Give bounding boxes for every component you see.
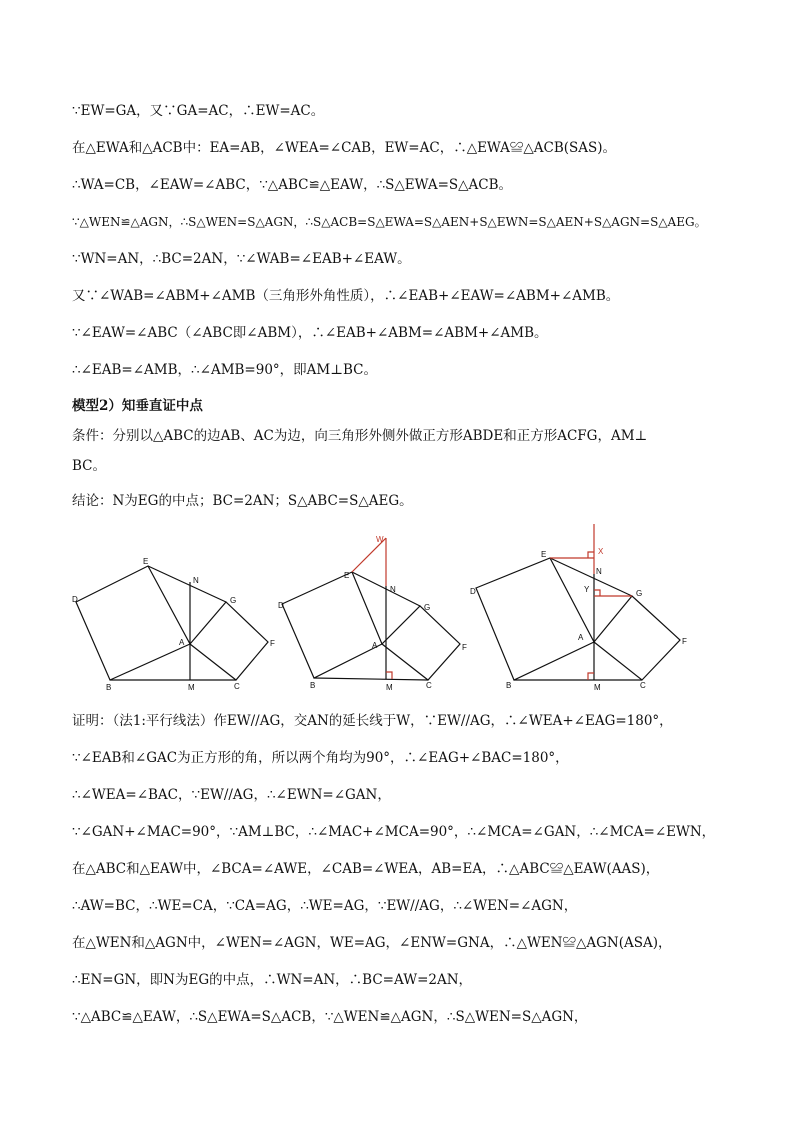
fig3-label-g: G xyxy=(636,589,643,598)
proof-text-5: 在△ABC和△EAW中，∠BCA=∠AWE，∠CAB=∠WEA，AB=EA，∴△ABC≌△EAW(AAS)， xyxy=(72,861,660,877)
fig2-label-m: M xyxy=(386,683,393,692)
fig1-label-a: A xyxy=(179,638,185,647)
text-line-5 xyxy=(72,249,732,269)
fig3-label-e: E xyxy=(541,550,547,559)
proof-line-3 xyxy=(72,785,732,805)
fig3-label-y: Y xyxy=(584,585,590,594)
proof-line-7 xyxy=(72,933,732,953)
proof-text-1: 证明：（法1:平行线法）作EW//AG，交AN的延长线于W，∵EW//AG，∴∠WEA+∠EAG=180°， xyxy=(72,713,673,729)
proof-line-9 xyxy=(72,1007,732,1027)
line-5-content: ∵WN=AN，∴BC=2AN，∵∠WAB=∠EAB+∠EAW。 xyxy=(72,251,411,267)
proof-line-4 xyxy=(72,822,732,842)
square-abde-3 xyxy=(476,558,594,680)
condition-text-1: 条件：分别以△ABC的边AB、AC为边，向三角形外侧外做正方形ABDE和正方形ACFG，AM⊥ xyxy=(72,428,648,444)
text-line-8 xyxy=(72,360,732,380)
square-acfg-3 xyxy=(594,596,680,680)
figure-1 xyxy=(76,566,268,680)
right-angle-mark-2 xyxy=(386,672,392,679)
fig3-label-n: N xyxy=(596,567,602,576)
line-7-content: ∵∠EAW=∠ABC（∠ABC即∠ABM），∴∠EAB+∠ABM=∠ABM+∠AMB。 xyxy=(72,325,548,341)
fig1-label-b: B xyxy=(106,683,112,692)
fig2-label-w: W xyxy=(376,535,384,544)
proof-text-2: ∵∠EAB和∠GAC为正方形的角，所以两个角均为90°，∴∠EAG+∠BAC=180°， xyxy=(72,750,569,766)
fig2-label-e: E xyxy=(344,571,350,580)
fig3-label-d: D xyxy=(470,587,476,596)
fig2-label-f: F xyxy=(462,643,467,652)
fig1-label-c: C xyxy=(234,682,240,691)
right-angle-mark-3 xyxy=(588,673,594,680)
proof-text-4: ∵∠GAN+∠MAC=90°，∵AM⊥BC，∴∠MAC+∠MCA=90°，∴∠MCA=∠GAN，∴∠MCA=∠EWN， xyxy=(72,824,716,840)
text-line-4 xyxy=(72,212,732,232)
proof-line-5 xyxy=(72,859,732,879)
condition-text-2: BC。 xyxy=(72,458,107,474)
proof-text-8: ∴EN=GN，即N为EG的中点，∴WN=AN，∴BC=AW=2AN， xyxy=(72,972,473,988)
text-line-1 xyxy=(72,101,732,121)
fig1-label-n: N xyxy=(193,576,199,585)
proof-text-6: ∴AW=BC，∴WE=CA，∵CA=AG，∴WE=AG，∵EW//AG，∴∠WEN=∠AGN， xyxy=(72,898,578,914)
conclusion-text: 结论：N为EG的中点；BC=2AN；S△ABC=S△AEG。 xyxy=(72,493,413,509)
proof-line-1 xyxy=(72,711,732,731)
segment-bc-2 xyxy=(314,678,428,680)
fig3-label-b: B xyxy=(506,681,512,690)
square-acfg xyxy=(190,602,268,680)
fig2-label-n: N xyxy=(390,585,396,594)
text-line-7 xyxy=(72,323,732,343)
fig3-label-m: M xyxy=(594,683,601,692)
section-heading xyxy=(72,396,732,416)
figure-3 xyxy=(476,558,680,680)
square-abde xyxy=(76,566,190,680)
text-line-2 xyxy=(72,138,732,158)
text-line-6 xyxy=(72,286,732,306)
condition-line-2 xyxy=(72,456,732,476)
geometry-figures xyxy=(68,522,708,702)
line-2-content: 在△EWA和△ACB中：EA=AB，∠WEA=∠CAB，EW=AC，∴△EWA≌△ACB(SAS)。 xyxy=(72,140,617,156)
section-heading-text: 模型2）知垂直证中点 xyxy=(72,398,203,414)
square-abde-2 xyxy=(282,572,382,678)
fig3-label-c: C xyxy=(640,681,646,690)
proof-text-3: ∴∠WEA=∠BAC，∵EW//AG，∴∠EWN=∠GAN， xyxy=(72,787,391,803)
fig2-label-b: B xyxy=(310,681,316,690)
fig2-label-d: D xyxy=(278,601,284,610)
fig3-label-f: F xyxy=(682,637,687,646)
right-angle-mark-y xyxy=(594,590,600,596)
condition-line-1 xyxy=(72,426,732,446)
fig2-label-g: G xyxy=(424,603,431,612)
fig2-label-c: C xyxy=(426,681,432,690)
proof-text-7: 在△WEN和△AGN中，∠WEN=∠AGN，WE=AG，∠ENW=GNA，∴△WEN≌△AGN(ASA)， xyxy=(72,935,672,951)
fig3-label-x: X xyxy=(598,547,604,556)
fig1-label-e: E xyxy=(143,557,149,566)
line-4-content: ∵△WEN≌△AGN，∴S△WEN=S△AGN，∴S△ACB=S△EWA=S△AEN+S△EWN=S△AEN+S△AGN=S△AEG。 xyxy=(72,215,707,229)
proof-line-2 xyxy=(72,748,732,768)
segment-eg-3 xyxy=(550,558,632,596)
fig3-label-a: A xyxy=(578,633,584,642)
text-line-3 xyxy=(72,175,732,195)
line-3-content: ∴WA=CB，∠EAW=∠ABC，∵△ABC≌△EAW，∴S△EWA=S△ACB。 xyxy=(72,177,513,193)
conclusion-line xyxy=(72,491,732,511)
proof-text-9: ∵△ABC≌△EAW，∴S△EWA=S△ACB，∵△WEN≌△AGN，∴S△WEN=S△AGN， xyxy=(72,1009,588,1025)
proof-line-6 xyxy=(72,896,732,916)
fig1-label-d: D xyxy=(72,595,78,604)
proof-line-8 xyxy=(72,970,732,990)
fig1-label-m: M xyxy=(188,683,195,692)
line-6-content: 又∵∠WAB=∠ABM+∠AMB（三角形外角性质），∴∠EAB+∠EAW=∠ABM+∠AMB。 xyxy=(72,288,620,304)
fig1-label-g: G xyxy=(230,596,237,605)
figure-2 xyxy=(282,572,460,680)
fig2-label-a: A xyxy=(372,641,378,650)
segment-eg xyxy=(148,566,226,602)
square-acfg-2 xyxy=(382,606,460,680)
figure-3-labels xyxy=(470,547,687,692)
fig1-label-f: F xyxy=(270,639,275,648)
line-8-content: ∴∠EAB=∠AMB，∴∠AMB=90°，即AM⊥BC。 xyxy=(72,362,377,378)
right-angle-mark-x xyxy=(588,552,594,558)
line-1-content: ∵EW=GA，又∵GA=AC，∴EW=AC。 xyxy=(72,103,325,119)
